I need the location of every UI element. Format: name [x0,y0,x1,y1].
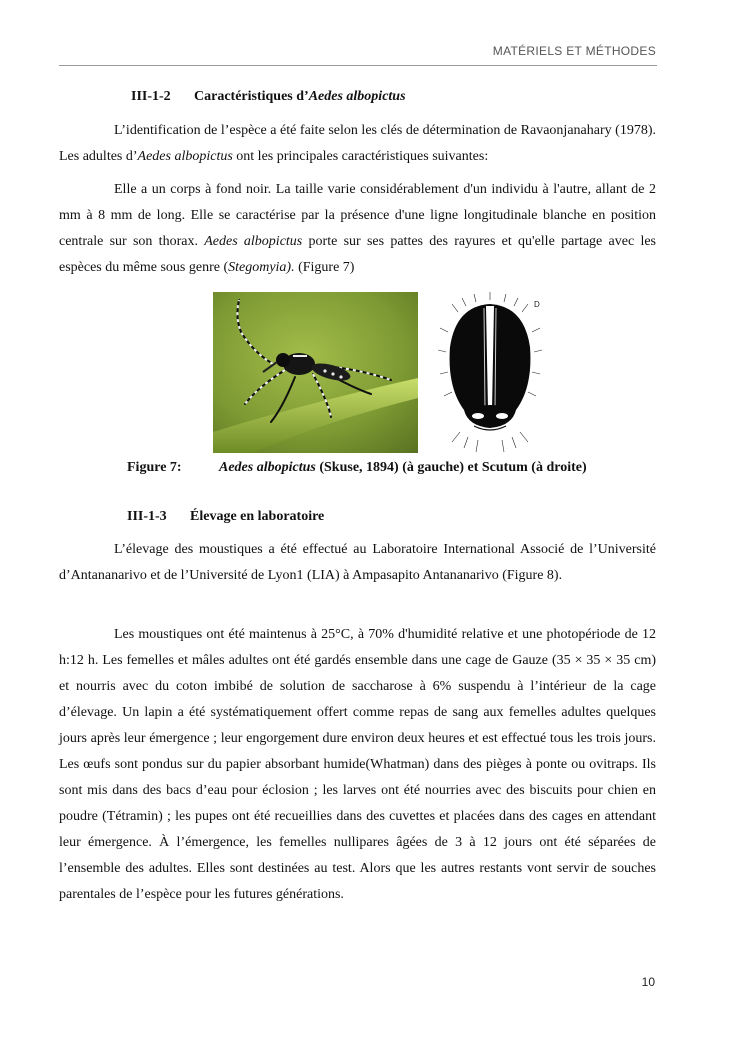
paragraph-elevage-details [59,622,656,908]
section-title-species: Aedes albopictus [308,89,406,104]
drawing-label: D [534,300,540,309]
paragraph-laboratoire [59,537,656,589]
paragraph-text: Les moustiques ont été maintenus à 25°C, à 70% d'humidité relative et une photopériode de 12 h:12 h. Les femelles et mâles adultes ont été gardés ensemble dans une cage de Gauze (35 × 35 × 35 cm) et nourris avec du coton imbibé de solution de saccharose à 6% suspendu à l’intérieur de la cage d’élevage. Un lapin a été systématiquement offert comme repas de sang aux femelles adultes quelques jours après leur émergence ; leur engorgement dure environ deux heures et est effectué tous les trois jours. Les œufs sont pondus sur du papier absorbant humide(Whatman) dans des pièges à ponte ou ovitraps. Ils sont mis dans des bacs d’eau pour éclosion ; les larves ont été nourries avec des biscuits pour chien en poudre (Tétramin) ; les pupes ont été recueillies dans des cuvettes et placées dans des cages en attendant leur émergence. À l’émergence, les femelles nullipares âgées de 3 à 12 jours ont été séparées de l’ensemble des adultes. Elles sont destinées au test. Alors que les autres restants vont servir de souches parentales de l’espèce pour les futures générations. [59,627,656,902]
paragraph-text: L’élevage des moustiques a été effectué au Laboratoire International Associé de l’Université d’Antananarivo et de l’Université de Lyon1 (LIA) à Ampasapito Antananarivo (Figure 8). [59,542,656,583]
caption-species: Aedes albopictus [219,460,316,475]
section-heading-elevage [127,509,324,525]
figure-7 [213,292,543,454]
species-name: Aedes albopictus [204,234,303,249]
section-title-prefix: Caractéristiques d’ [194,89,309,104]
species-name: Aedes albopictus [137,149,233,164]
caption-label: Figure 7: [127,460,182,475]
paragraph-text: L’identification de l’espèce a été faite selon les clés de détermination de Ravaonjanahary (1978). Les adultes d’ [59,123,656,164]
header-rule [59,65,657,66]
paragraph-identification [59,118,656,170]
mosquito-photo [213,292,418,453]
paragraph-text: Elle a un corps à fond noir. La taille varie considérablement d'un individu à l'autre, allant de 2 mm à 8 mm de long. Elle se caractérise par la présence d'une ligne longitudinale blanche en position centrale sur son thorax. [59,182,656,249]
paragraph-text: porte sur ses pattes des rayures et qu'elle partage avec les espèces du même sous genre ( [59,234,656,275]
subgenus-name: Stegomyia). [228,260,295,275]
section-number: III-1-2 [131,89,171,104]
section-title: Élevage en laboratoire [190,509,325,524]
section-number: III-1-3 [127,509,167,524]
caption-text: (Skuse, 1894) (à gauche) et Scutum (à droite) [315,460,587,475]
figure-reference: (Figure 7) [294,260,355,275]
page-number: 10 [641,975,655,989]
scutum-drawing [438,292,543,453]
section-heading-caracteristiques [131,89,406,105]
running-header: MATÉRIELS ET MÉTHODES [492,44,656,58]
figure-caption [127,460,587,476]
paragraph-text: ont les principales caractéristiques suivantes: [232,149,489,164]
paragraph-description [59,177,656,281]
